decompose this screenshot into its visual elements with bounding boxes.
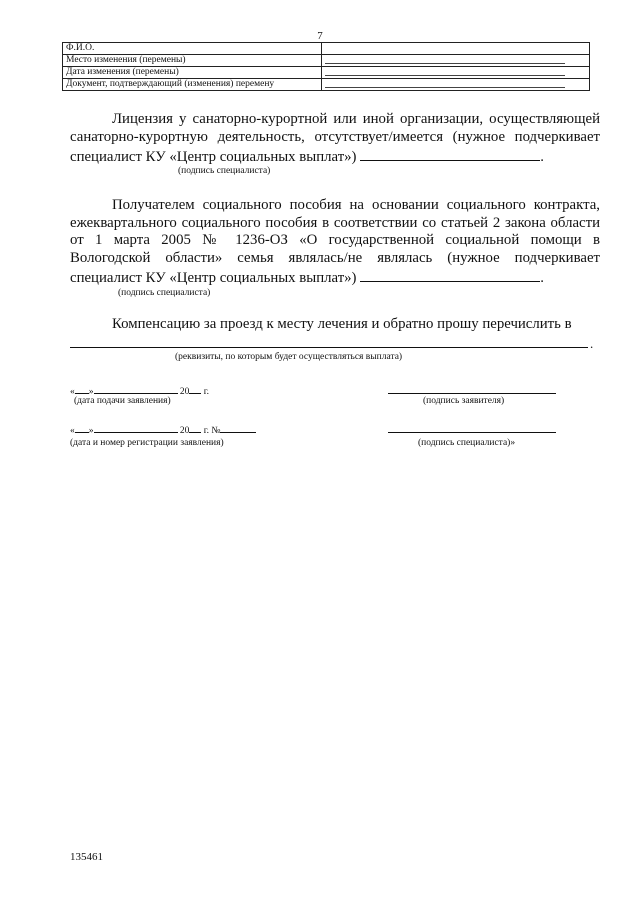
document-code: 135461 xyxy=(70,851,103,863)
application-date-field[interactable]: « » 20 г. xyxy=(70,384,209,397)
benefit-paragraph xyxy=(70,197,600,288)
table-cell-value[interactable] xyxy=(322,43,590,55)
license-signature-caption: (подпись специалиста) xyxy=(178,166,271,176)
month-blank[interactable] xyxy=(94,423,178,433)
year-blank[interactable] xyxy=(189,384,201,394)
table-cell-value[interactable] xyxy=(322,55,590,67)
fill-line xyxy=(325,56,565,64)
benefit-text: Получателем социального пособия на основании социального контракта, ежеквартального социального пособия в соответствии со статьей 2 закона области от 1 марта 2005 № 1236-ОЗ «О государственной социальной помощи в Вологодской области» семья являлась/не являлась (нужное подчеркивает специалист КУ «Центр социальных выплат») xyxy=(70,197,600,286)
license-text: Лицензия у санаторно-курортной или иной организации, осуществляющей санаторно-курортную деятельность, отсутствует/имеется (нужное подчеркивает специалист КУ «Центр социальных выплат») xyxy=(70,111,600,165)
change-info-table xyxy=(62,42,590,91)
table-cell-value[interactable] xyxy=(322,79,590,91)
bank-details-line[interactable] xyxy=(70,347,588,348)
license-paragraph xyxy=(70,111,600,167)
fill-line xyxy=(325,68,565,76)
applicant-signature-line[interactable] xyxy=(388,393,556,394)
period: . xyxy=(540,270,544,286)
bank-details-caption: (реквизиты, по которым будет осуществляться выплата) xyxy=(175,352,403,362)
period: . xyxy=(590,336,594,351)
day-blank[interactable] xyxy=(75,384,89,394)
registration-caption: (дата и номер регистрации заявления) xyxy=(70,438,224,448)
period: . xyxy=(540,149,544,165)
license-signature-blank[interactable] xyxy=(360,146,540,161)
registration-field[interactable]: « » 20 г. № xyxy=(70,423,256,436)
compensation-text: Компенсацию за проезд к месту лечения и обратно прошу перечислить в xyxy=(112,316,572,332)
benefit-signature-blank[interactable] xyxy=(360,267,540,282)
fill-line xyxy=(325,80,565,88)
table-cell-value[interactable] xyxy=(322,67,590,79)
application-date-caption: (дата подачи заявления) xyxy=(74,396,171,406)
table-row xyxy=(63,43,590,55)
table-cell-label: Документ, подтверждающий (изменения) перемену xyxy=(63,79,322,91)
table-cell-label: Дата изменения (перемены) xyxy=(63,67,322,79)
table-row xyxy=(63,79,590,91)
table-row xyxy=(63,55,590,67)
registration-number-blank[interactable] xyxy=(220,423,256,433)
year-blank[interactable] xyxy=(189,423,201,433)
specialist-signature-caption: (подпись специалиста)» xyxy=(418,438,516,448)
table-cell-label: Ф.И.О. xyxy=(63,43,322,55)
applicant-signature-caption: (подпись заявителя) xyxy=(423,396,505,406)
table-cell-label: Место изменения (перемены) xyxy=(63,55,322,67)
compensation-paragraph xyxy=(70,316,600,334)
day-blank[interactable] xyxy=(75,423,89,433)
page-number: 7 xyxy=(317,30,323,42)
table-row xyxy=(63,67,590,79)
month-blank[interactable] xyxy=(94,384,178,394)
benefit-signature-caption: (подпись специалиста) xyxy=(118,288,211,298)
specialist-signature-line[interactable] xyxy=(388,432,556,433)
